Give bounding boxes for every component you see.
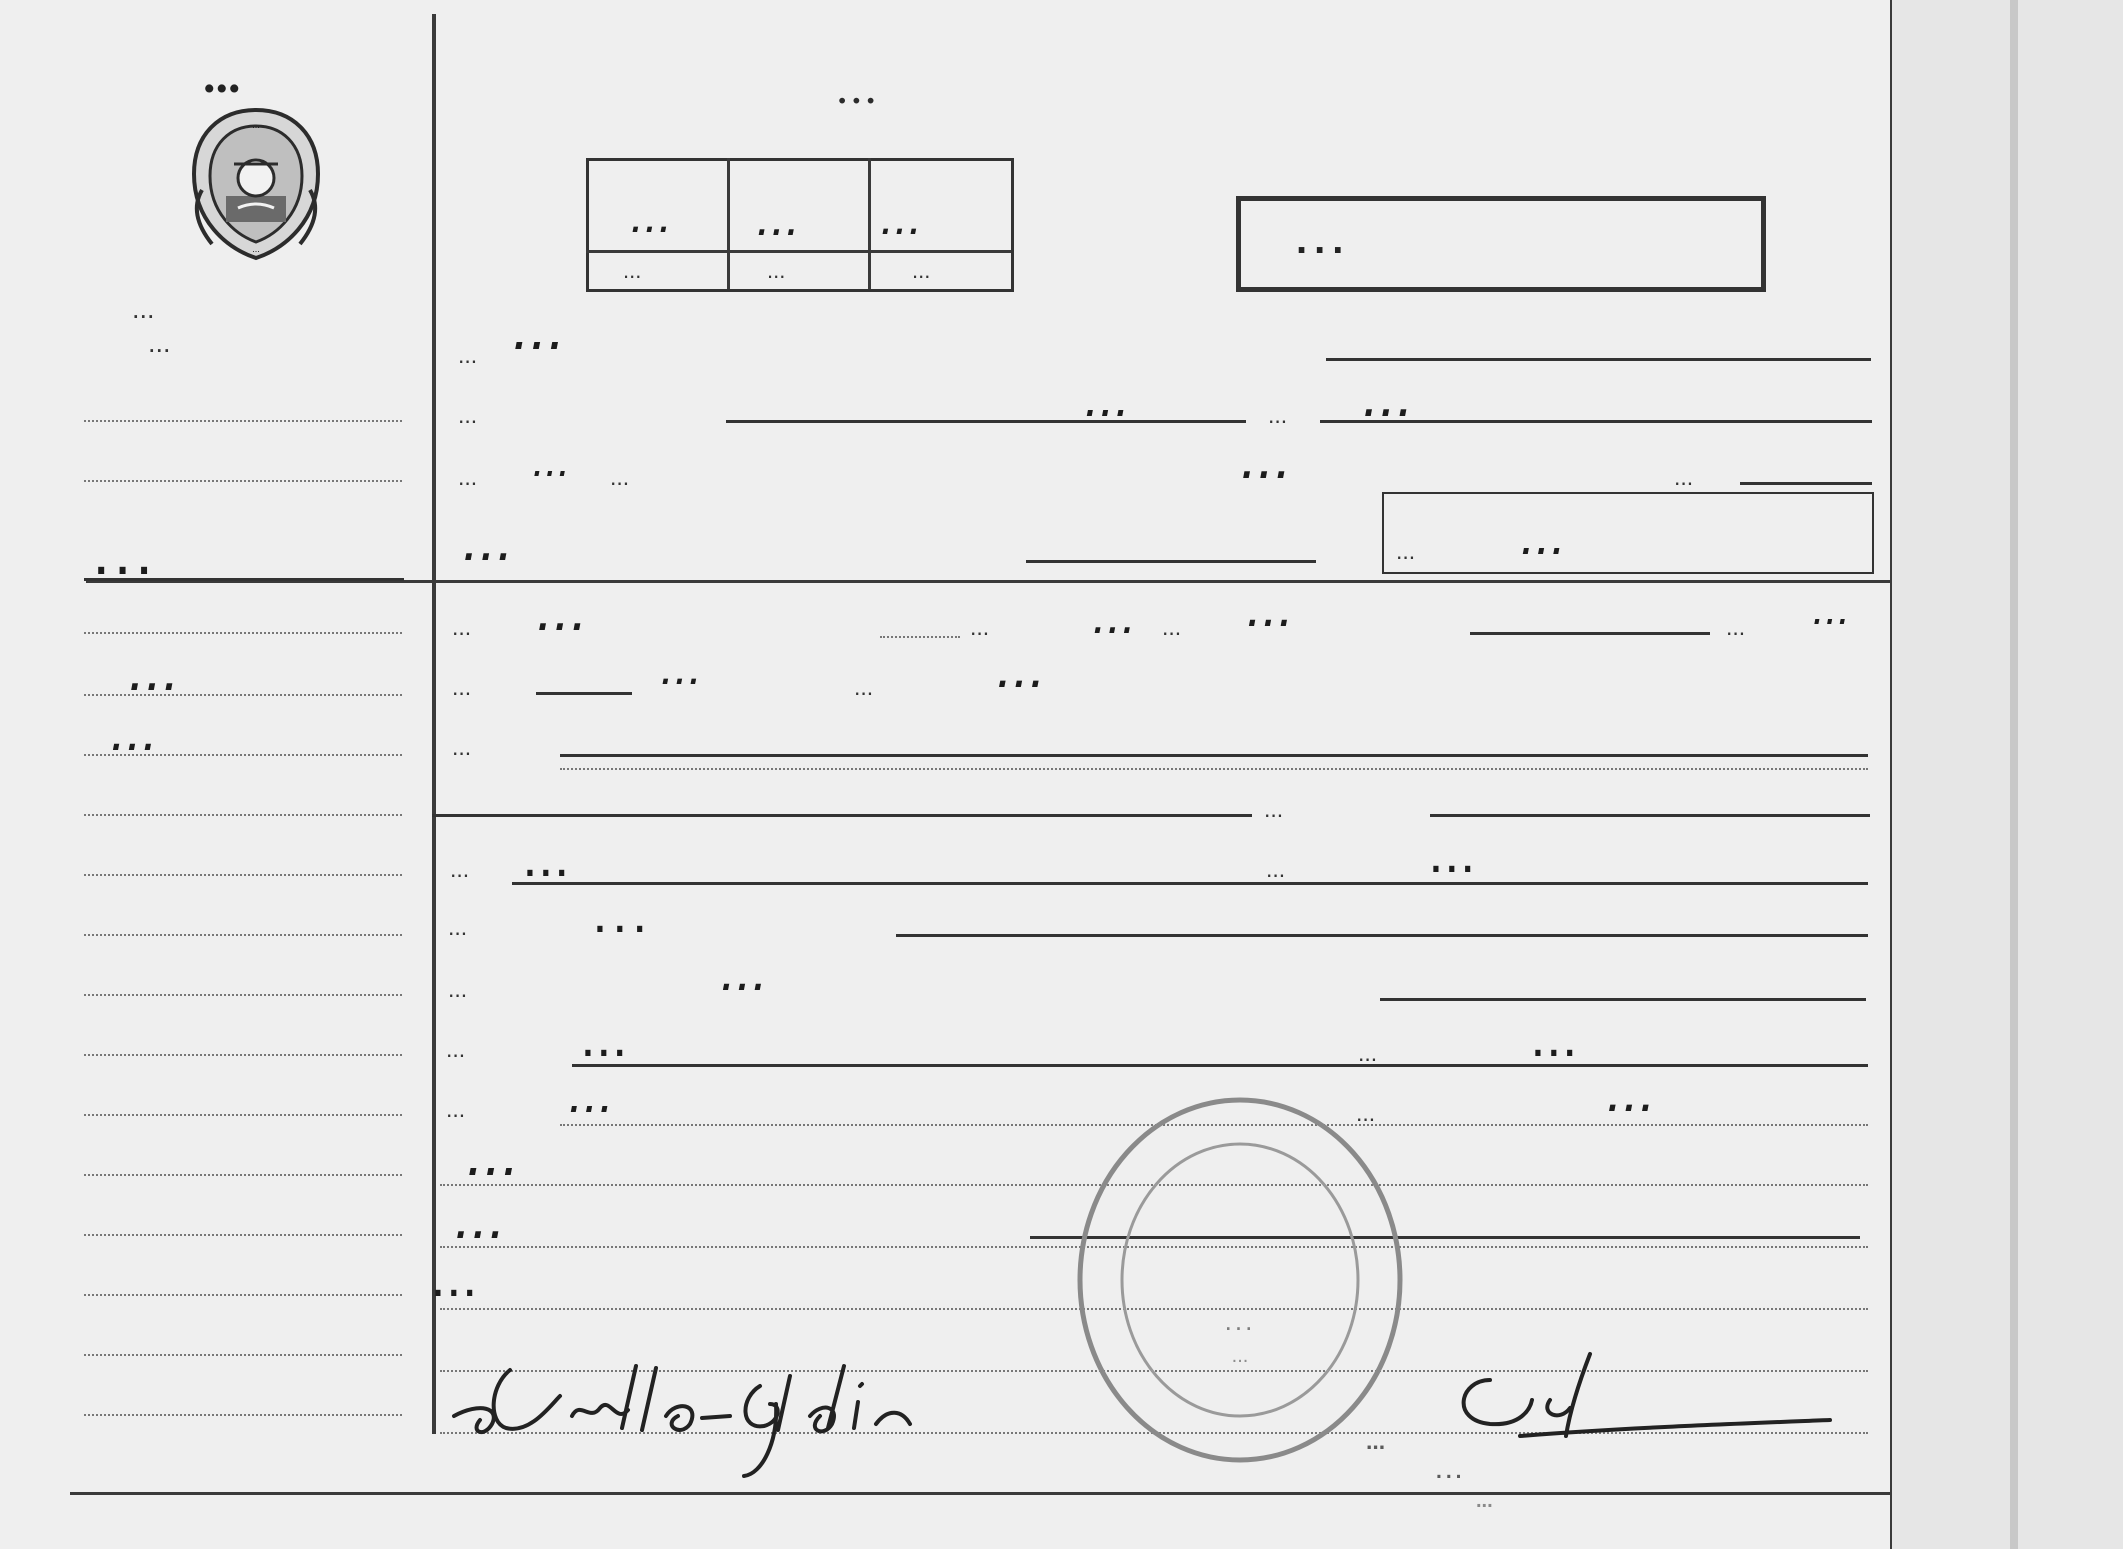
official-stamp-icon	[1070, 1090, 1410, 1470]
dni-label: ...	[1396, 538, 1416, 564]
y-de-label: ...	[450, 856, 470, 882]
note-line-3: ...	[430, 1250, 478, 1308]
place-of-birth-value: ...	[996, 640, 1046, 700]
a-las-label: ...	[452, 674, 472, 700]
left-surname: ...	[92, 520, 157, 588]
birth-day-value: ...	[1092, 590, 1136, 644]
anio-label: ...	[912, 258, 931, 283]
de-label-3: ...	[1162, 614, 1182, 640]
office-name-line1: ...	[132, 294, 155, 324]
officer-secc: ...	[1476, 1490, 1493, 1512]
anio-value: ...	[880, 194, 922, 245]
province-seal-icon	[182, 104, 330, 264]
stamp-secc: ...	[1231, 1345, 1249, 1367]
month-value: ...	[1362, 366, 1414, 429]
country-title: ...	[836, 59, 879, 114]
sexo-value: ...	[536, 580, 588, 643]
page-number: ...	[203, 47, 241, 103]
declarante-doc-value: ...	[1530, 1010, 1578, 1068]
mother-value: ...	[522, 830, 570, 888]
republica-label: ...	[458, 402, 478, 428]
seal-bottom-text: ...	[252, 244, 260, 254]
birth-year-suffix: ...	[1812, 588, 1851, 634]
office-name-line2: ...	[148, 328, 171, 358]
year-prefix-label: ...	[458, 464, 478, 490]
stamp-city: ...	[1224, 1306, 1256, 1336]
acta-label: ...	[767, 258, 786, 283]
year-suffix-value: ...	[532, 440, 571, 486]
left-column-border	[432, 14, 436, 1434]
event-value: ...	[1240, 428, 1292, 491]
domicilio-label: ...	[446, 1096, 466, 1122]
doc-ident-label-1: ...	[1264, 796, 1284, 822]
seal-top-text: ...	[252, 120, 260, 130]
note-line-2: ...	[454, 1188, 506, 1251]
birth-month-value: ...	[1246, 580, 1294, 638]
segun-label: ...	[448, 976, 468, 1002]
declarante-label: ...	[446, 1036, 466, 1062]
place-value: ...	[512, 298, 566, 363]
hijo-label: ...	[452, 734, 472, 760]
horas-en-label: ...	[854, 674, 874, 700]
declarante-value: ...	[580, 1010, 628, 1068]
domicilio-value: ...	[568, 1068, 614, 1124]
declarant-signature-icon	[440, 1346, 1000, 1486]
obra-value: ...	[1606, 1064, 1656, 1124]
officer-signature-icon	[1420, 1340, 1840, 1450]
doc-ident-label-3: ...	[1358, 1040, 1378, 1066]
record-type-title: ...	[1296, 218, 1351, 262]
child-name-value: ...	[462, 510, 514, 573]
mother-doc-value: ...	[1428, 826, 1476, 884]
de19-label: ...	[1726, 614, 1746, 640]
officer-name: ...	[1366, 1428, 1386, 1454]
certificado-by-value: ...	[720, 944, 768, 1002]
obra-label: ...	[1356, 1100, 1376, 1126]
dni-value: ...	[1520, 510, 1566, 566]
page-fold	[2010, 0, 2018, 1549]
dni-box	[1382, 492, 1874, 574]
apellido-value: ...	[592, 886, 652, 944]
left-given-name2: ...	[110, 704, 158, 762]
hour-value: ...	[660, 644, 702, 695]
bottom-border-line	[70, 1492, 1892, 1495]
nacido-label: ...	[970, 614, 990, 640]
officer-title: ...	[1436, 1460, 1466, 1483]
tomo-value: ...	[630, 192, 672, 243]
de-label-2: ...	[1674, 464, 1694, 490]
oficial-text: ...	[610, 464, 630, 490]
note-line-1: ...	[466, 1124, 520, 1189]
de-label-1: ...	[1268, 402, 1288, 428]
en-label: ...	[458, 342, 478, 368]
acta-value: ...	[756, 192, 800, 246]
adjacent-page-edge	[1892, 0, 2123, 1549]
left-given-name1: ...	[128, 640, 180, 703]
tomo-label: ...	[623, 258, 642, 283]
apellido-label: ...	[448, 914, 468, 940]
day-value: ...	[1084, 372, 1130, 428]
sexo-label: ...	[452, 614, 472, 640]
doc-ident-label-2: ...	[1266, 856, 1286, 882]
